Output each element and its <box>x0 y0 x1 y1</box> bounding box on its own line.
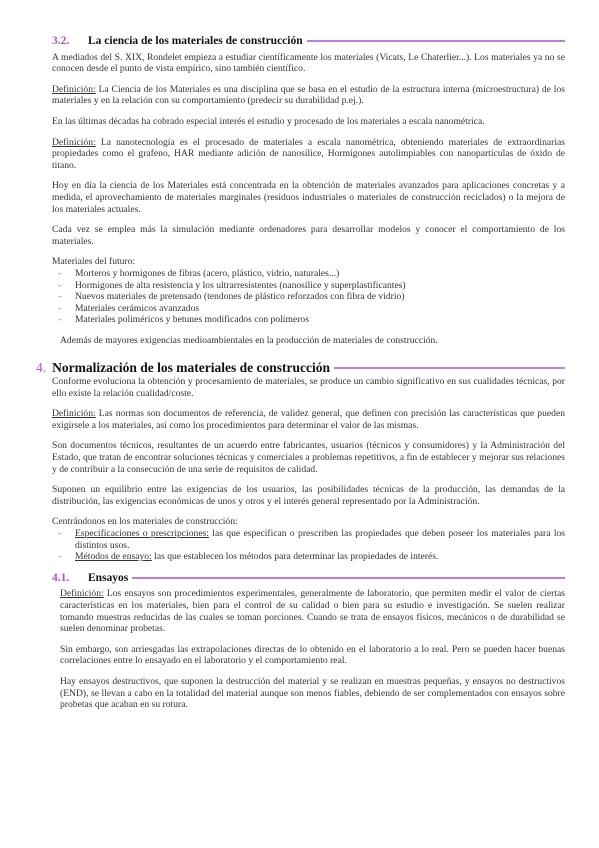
heading-underline <box>334 367 565 369</box>
list-item: - Nuevos materiales de pretensado (tendones de plástico reforzados con fibra de vidrio) <box>52 291 565 303</box>
definition-text: Los ensayos son procedimientos experimentales, generalmente de laboratorio, que permiten medir el valor de ciertas características en los materiales, bien para el control de su calidad o bien para su estudio e investigación. Se suelen realizar tomando muestras reducidas de las cuales se toman porciones. Cuando se trata de ensayos físicos, mecánicos o de durabilidad se suelen denominar probetas. <box>60 588 565 635</box>
definition-text: Las normas son documentos de referencia, de validez general, que definen con precisión las características que pueden exigírsele a los materiales, así como los procedimientos para determinar el valor de las mismas. <box>52 408 565 431</box>
paragraph: Conforme evoluciona la obtención y procesamiento de materiales, se produce un cambio significativo en sus cualidades técnicas, por ello existe la relación cualidad/coste. <box>52 376 565 399</box>
norms-list <box>52 528 565 563</box>
future-materials-list <box>52 268 565 326</box>
section-heading-4-1 <box>52 573 565 585</box>
paragraph: A mediados del S. XIX, Rondelet empieza a estudiar científicamente los materiales (Vicats, Le Chaterlier...). Los materiales ya no se conocen desde el punto de vista empírico, sino también científico. <box>52 51 565 75</box>
list-intro: Materiales del futuro: <box>52 256 136 268</box>
paragraph: En las últimas décadas ha cobrado especial interés el estudio y procesado de los materiales a escala nanométrica. <box>52 115 485 127</box>
section-number: 4. <box>36 360 47 376</box>
list-item-label: Métodos de ensayo: <box>75 551 152 563</box>
list-item: - Hormigones de alta resistencia y los ultrarresistentes (nanosílice y superplastificantes) <box>52 280 565 292</box>
definition-paragraph <box>52 137 565 172</box>
section-title: Normalización de los materiales de construcción <box>52 360 330 376</box>
paragraph: Sin embargo, son arriesgadas las extrapolaciones directas de lo obtenido en el laboratorio a lo real. Pero se pueden hacer buenas correlaciones entre lo ensayado en el laboratorio y el comportamiento real. <box>60 643 565 667</box>
definition-paragraph <box>60 588 565 634</box>
list-item-label: Especificaciones o prescripciones: <box>75 528 209 539</box>
definition-paragraph <box>52 84 565 107</box>
definition-label: Definición: <box>60 588 104 600</box>
paragraph: Cada vez se emplea más la simulación mediante ordenadores para desarrollar modelos y conocer el comportamiento de los materiales. <box>52 224 565 247</box>
definition-label: Definición: <box>52 408 96 420</box>
paragraph: Suponen un equilibrio entre las exigencias de los usuarios, las posibilidades técnicas de la producción, las demandas de la distribución, las exigencias económicas de unos y otros y el interés general representado por la Administración. <box>52 484 565 507</box>
list-item-text: las que especifican o prescriben las propiedades que deben poseer los materiales para los distintos usos. <box>75 528 566 551</box>
definition-label: Definición: <box>52 83 96 95</box>
section-title: Ensayos <box>88 571 129 584</box>
paragraph: Además de mayores exigencias medioambientales en la producción de materiales de construcción. <box>60 334 438 346</box>
section-heading-3-2 <box>52 36 565 48</box>
definition-text: La Ciencia de los Materiales es una disciplina que se basa en el estudio de la estructura interna (microestructura) de los materiales y en la relación con su comportamiento (predecir su durabilidad p.ej.). <box>52 83 565 107</box>
section-heading-4 <box>36 362 565 374</box>
list-item <box>52 551 565 563</box>
definition-label: Definición: <box>52 136 96 148</box>
paragraph: Hay ensayos destructivos, que suponen la destrucción del material y se realizan en muestras pequeñas, y ensayos no destructivos (END), se llevan a cabo en la totalidad del material aunque son menos fiables, debiendo de ser complementados con ensayos sobre probetas que acaban en su rotura. <box>60 675 565 711</box>
paragraph: Son documentos técnicos, resultantes de un acuerdo entre fabricantes, usuarios (técnicos y consumidores) y la Administración del Estado, que tratan de encontrar soluciones técnicas y comerciales a problemas repetitivos, a fin de establecer y mejorar sus relaciones y de contribuir a la consecución de una serie de requisitos de calidad. <box>52 440 565 475</box>
section-title: La ciencia de los materiales de construcción <box>88 35 303 47</box>
heading-underline <box>307 40 565 42</box>
list-intro: Centrándonos en los materiales de construcción: <box>52 516 238 528</box>
definition-paragraph <box>52 408 565 431</box>
list-item: - Materiales cerámicos avanzados <box>52 303 565 315</box>
paragraph: Hoy en día la ciencia de los Materiales está concentrada en la obtención de materiales avanzados para aplicaciones concretas y a medida, el aprovechamiento de materiales marginales (residuos industriales o materiales de construcción reciclados) o la mejora de los materiales actuales. <box>52 180 565 215</box>
list-item: - Morteros y hormigones de fibras (acero, plástico, vidrio, naturales...) <box>52 268 565 280</box>
definition-text: La nanotecnología es el procesado de materiales a escala nanométrica, obteniendo materiales de extraordinarias propiedades como el grafeno, HAR mediante adición de nanosílice, Hormigones autolimpiables con nanopartículas de óxido de titano. <box>52 136 565 171</box>
heading-underline <box>132 577 565 579</box>
list-item <box>52 528 565 551</box>
section-number: 4.1. <box>52 571 70 584</box>
list-item-text: las que establecen los métodos para determinar las propiedades de interés. <box>151 551 439 563</box>
section-number: 3.2. <box>52 35 70 47</box>
list-item: - Materiales poliméricos y betunes modificados con polímeros <box>52 314 565 326</box>
